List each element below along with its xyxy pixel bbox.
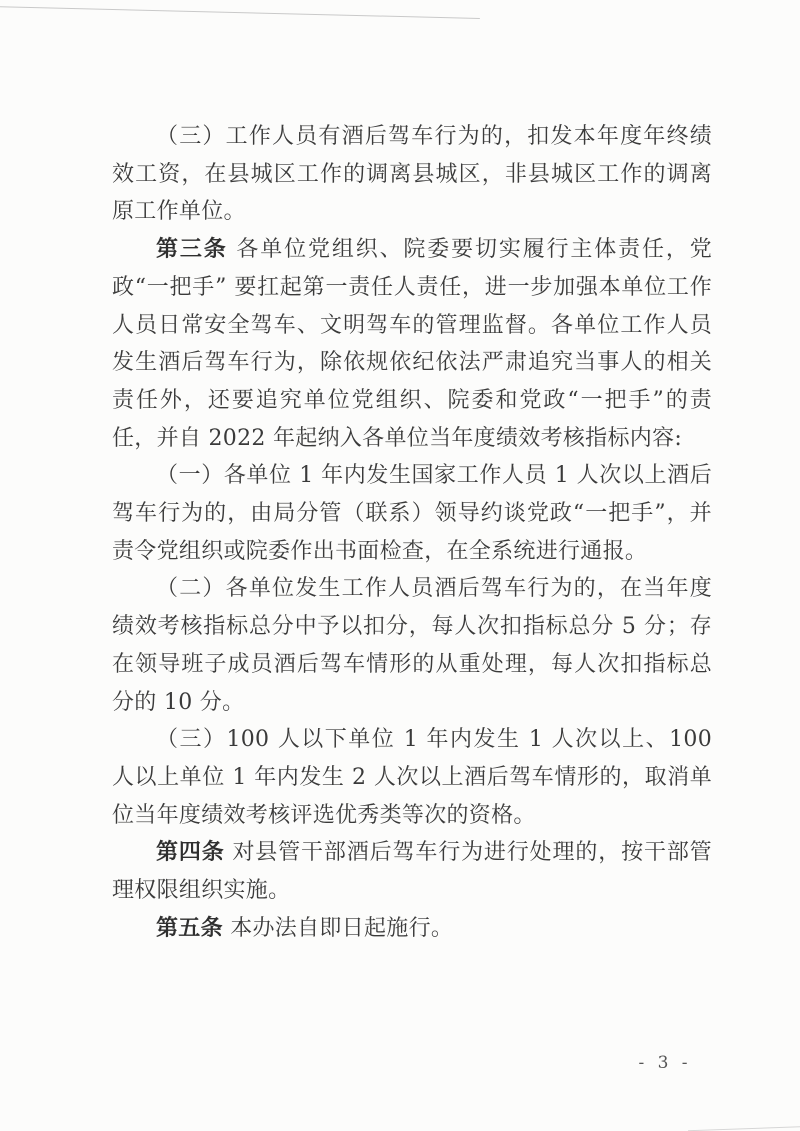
article-number: 第五条 xyxy=(156,915,223,941)
paragraph-text: 各单位党组织、院委要切实履行主体责任，党政“一把手” 要扛起第一责任人责任，进一步加强本单位工作人员日常安全驾车、文明驾车的管理监督。各单位工作人员发生酒后驾车行为，除依规依纪依法严肃追究当事人的相关责任外，还要追究单位党组织、院委和党政“一把手”的责任，并自 2022 年起纳入各单位当年度绩效考核指标内容: xyxy=(112,237,713,451)
paragraph-text: 本办法自即日起施行。 xyxy=(222,915,454,941)
paragraph-text: （一）各单位 1 年内发生国家工作人员 1 人次以上酒后驾车行为的，由局分管（联系）领导约谈党政“一把手”，并责令党组织或院委作出书面检查，在全系统进行通报。 xyxy=(112,463,712,564)
article-number: 第四条 xyxy=(156,840,225,866)
paragraph-text: 对县管干部酒后驾车行为进行处理的，按干部管理权限组织实施。 xyxy=(112,840,712,904)
document-body xyxy=(112,118,712,947)
scan-edge-artifact-top xyxy=(0,6,480,19)
page-number: - 3 - xyxy=(638,1053,692,1073)
paragraph xyxy=(112,910,712,948)
paragraph xyxy=(112,570,712,721)
paragraph xyxy=(112,721,712,834)
article-number: 第三条 xyxy=(156,237,228,263)
paragraph xyxy=(112,118,712,231)
scan-edge-artifact-bottom xyxy=(688,1126,800,1131)
paragraph-text: （二）各单位发生工作人员酒后驾车行为的，在当年度绩效考核指标总分中予以扣分，每人次扣指标总分 5 分；存在领导班子成员酒后驾车情形的从重处理，每人次扣指标总分的 10 分。 xyxy=(112,576,712,715)
paragraph-text: （三）工作人员有酒后驾车行为的，扣发本年度年终绩效工资，在县城区工作的调离县城区，非县城区工作的调离原工作单位。 xyxy=(112,124,712,225)
paragraph xyxy=(112,834,712,909)
paragraph-text: （三）100 人以下单位 1 年内发生 1 人次以上、100 人以上单位 1 年内发生 2 人次以上酒后驾车情形的，取消单位当年度绩效考核评选优秀类等次的资格。 xyxy=(112,727,712,828)
paragraph xyxy=(112,457,712,570)
paragraph xyxy=(112,231,712,457)
